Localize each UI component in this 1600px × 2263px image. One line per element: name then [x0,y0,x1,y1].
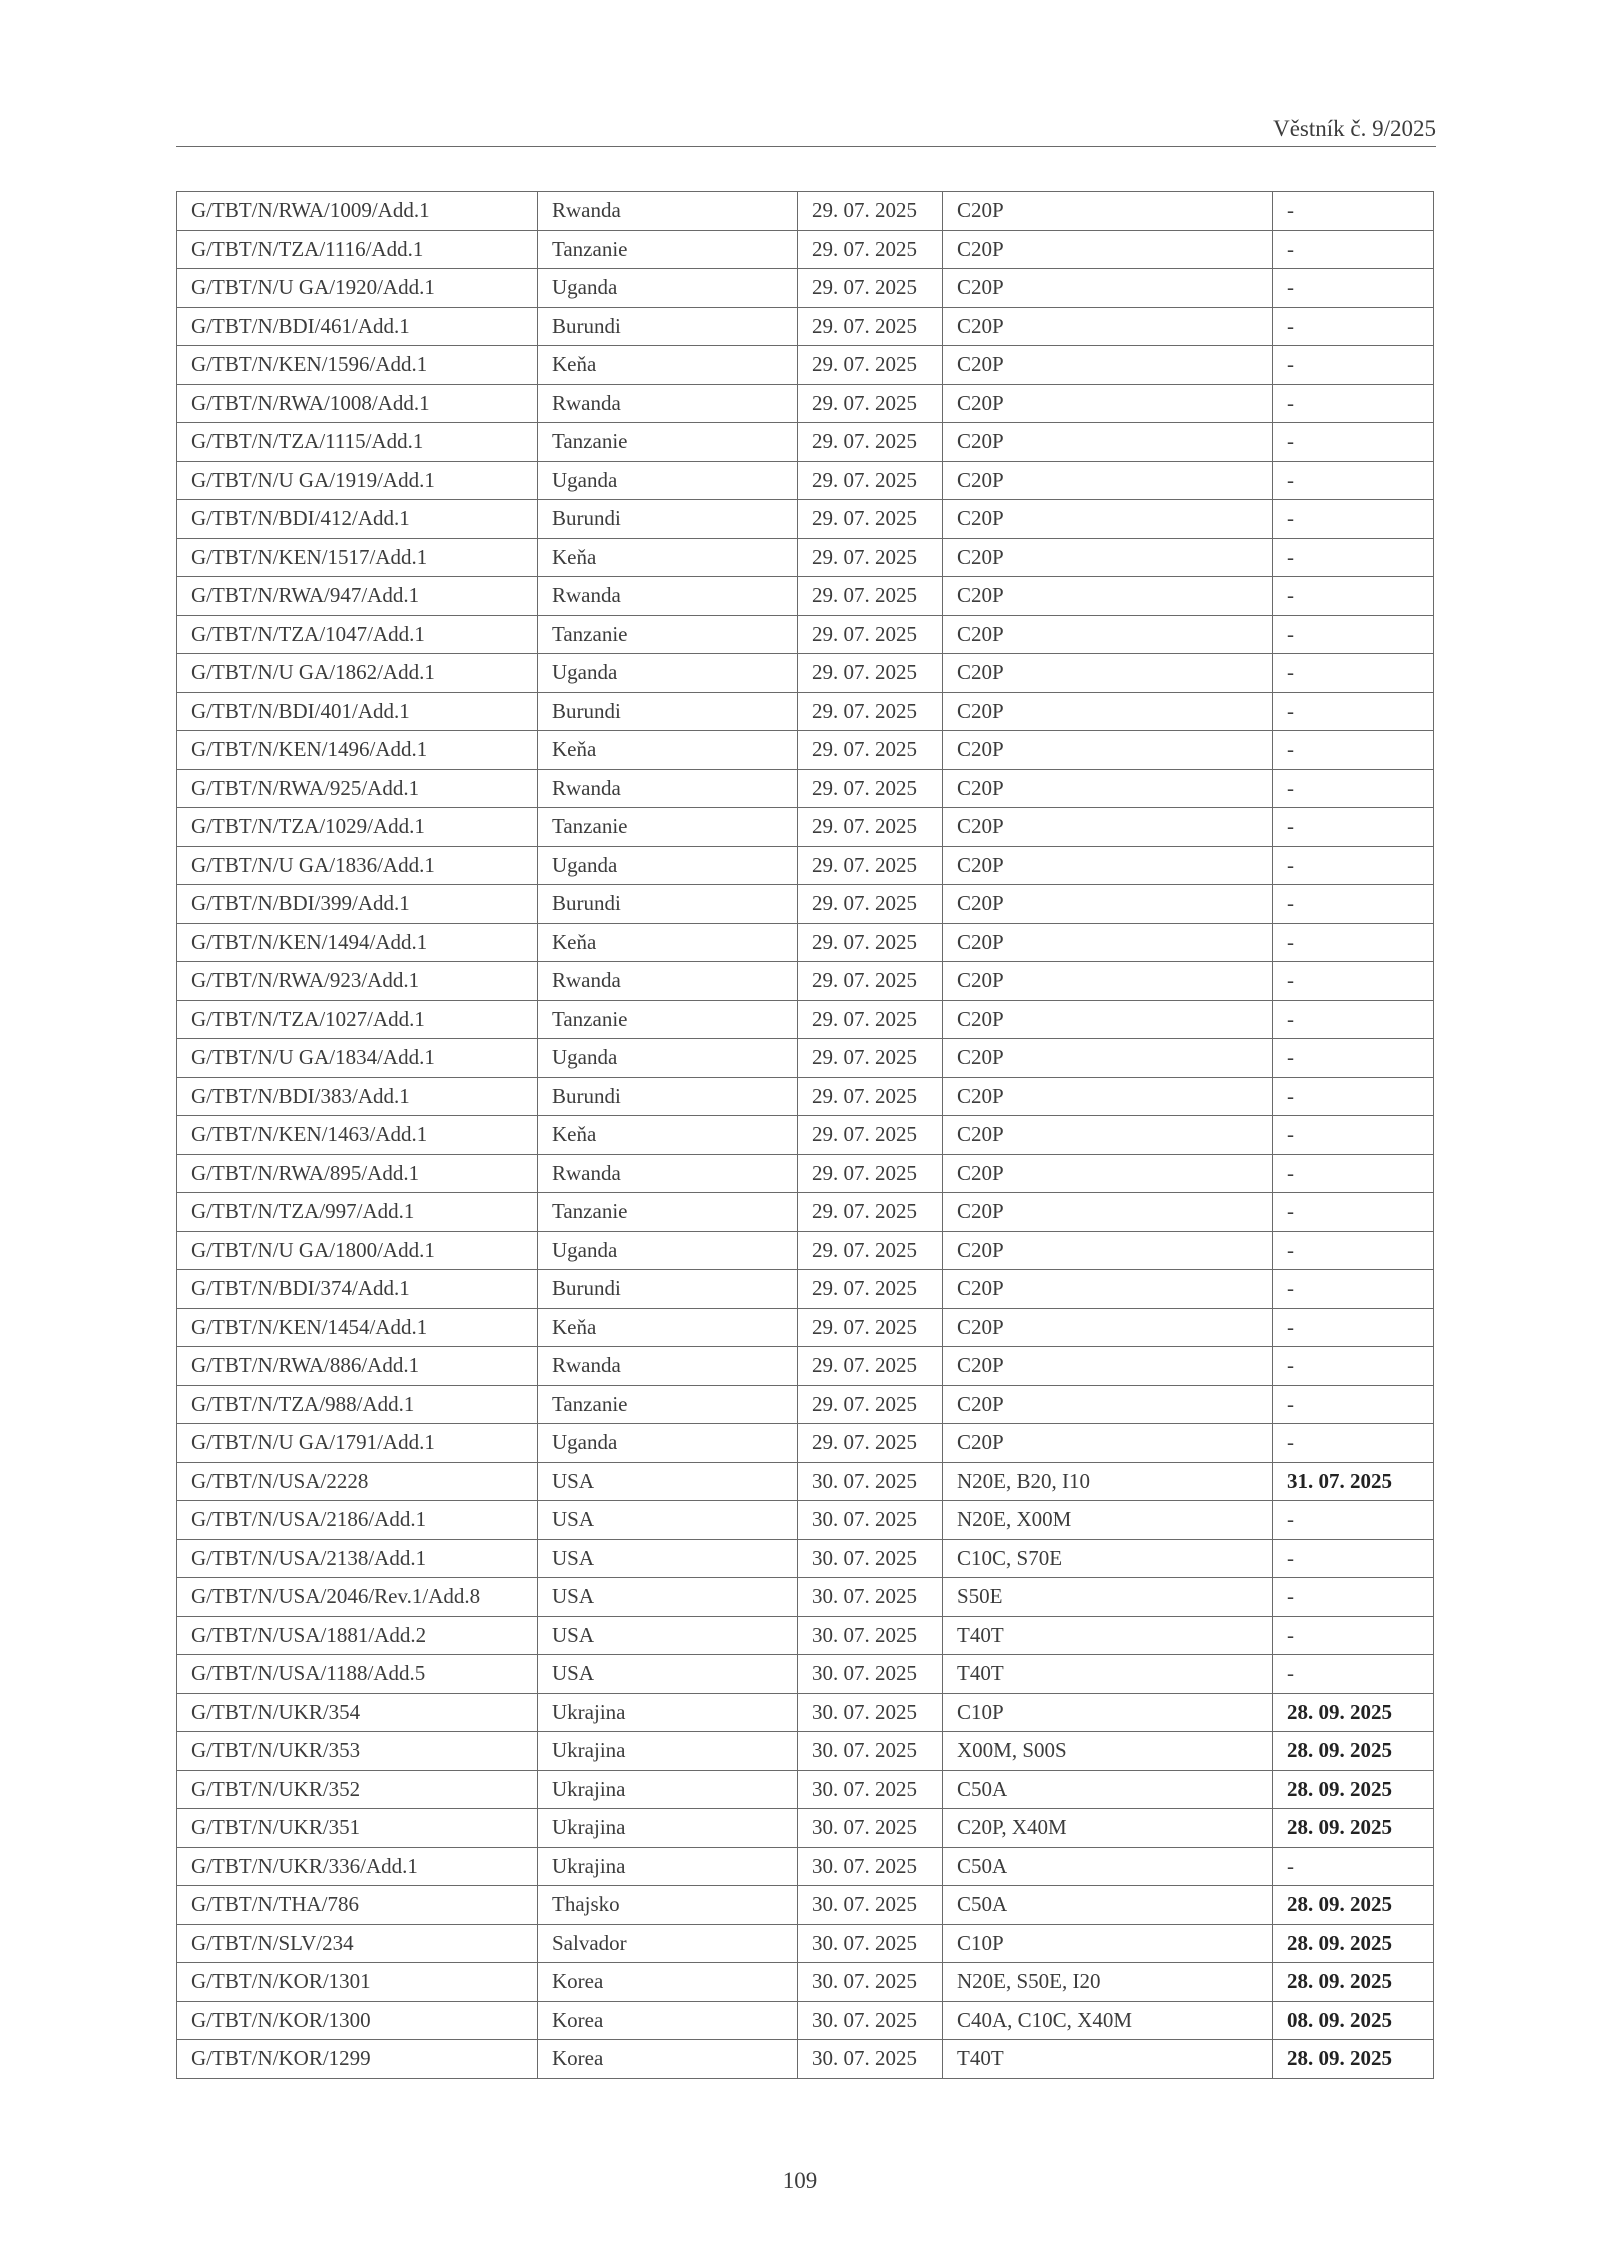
date-cell: 29. 07. 2025 [798,423,943,462]
document-number-cell: G/TBT/N/KOR/1300 [177,2001,538,2040]
comment-deadline-cell: - [1273,808,1434,847]
country-cell: Burundi [538,1270,798,1309]
date-cell: 29. 07. 2025 [798,461,943,500]
document-number-cell: G/TBT/N/BDI/412/Add.1 [177,500,538,539]
date-cell: 30. 07. 2025 [798,1539,943,1578]
classification-code-cell: C20P [943,692,1273,731]
document-number-cell: G/TBT/N/RWA/1008/Add.1 [177,384,538,423]
document-number-cell: G/TBT/N/TZA/988/Add.1 [177,1385,538,1424]
comment-deadline-cell: - [1273,692,1434,731]
date-cell: 30. 07. 2025 [798,2040,943,2079]
document-number-cell: G/TBT/N/USA/1188/Add.5 [177,1655,538,1694]
table-row [177,346,1434,385]
classification-code-cell: C20P [943,769,1273,808]
document-number-cell: G/TBT/N/KEN/1517/Add.1 [177,538,538,577]
table-row [177,1693,1434,1732]
table-row [177,1308,1434,1347]
date-cell: 29. 07. 2025 [798,230,943,269]
date-cell: 29. 07. 2025 [798,654,943,693]
date-cell: 30. 07. 2025 [798,1770,943,1809]
table-row [177,2040,1434,2079]
table-row [177,1539,1434,1578]
table-row [177,1347,1434,1386]
country-cell: Tanzanie [538,808,798,847]
date-cell: 30. 07. 2025 [798,1732,943,1771]
country-cell: USA [538,1539,798,1578]
date-cell: 29. 07. 2025 [798,1154,943,1193]
running-header [176,116,1436,147]
classification-code-cell: C20P [943,269,1273,308]
running-title: Věstník č. 9/2025 [1273,116,1436,141]
country-cell: Tanzanie [538,1000,798,1039]
country-cell: Burundi [538,500,798,539]
document-number-cell: G/TBT/N/U GA/1800/Add.1 [177,1231,538,1270]
country-cell: Keňa [538,731,798,770]
comment-deadline-cell: - [1273,1231,1434,1270]
comment-deadline-cell: 08. 09. 2025 [1273,2001,1434,2040]
classification-code-cell: C20P [943,1270,1273,1309]
table-row [177,1462,1434,1501]
classification-code-cell: T40T [943,2040,1273,2079]
table-row [177,1616,1434,1655]
document-number-cell: G/TBT/N/U GA/1791/Add.1 [177,1424,538,1463]
comment-deadline-cell: - [1273,1578,1434,1617]
date-cell: 30. 07. 2025 [798,1886,943,1925]
country-cell: Uganda [538,1231,798,1270]
date-cell: 29. 07. 2025 [798,846,943,885]
document-number-cell: G/TBT/N/KOR/1299 [177,2040,538,2079]
table-row [177,1886,1434,1925]
comment-deadline-cell: - [1273,1116,1434,1155]
comment-deadline-cell: - [1273,230,1434,269]
country-cell: Korea [538,2040,798,2079]
country-cell: USA [538,1501,798,1540]
document-number-cell: G/TBT/N/BDI/399/Add.1 [177,885,538,924]
classification-code-cell: T40T [943,1616,1273,1655]
classification-code-cell: C20P [943,1385,1273,1424]
country-cell: USA [538,1655,798,1694]
date-cell: 29. 07. 2025 [798,769,943,808]
table-row [177,577,1434,616]
document-number-cell: G/TBT/N/U GA/1920/Add.1 [177,269,538,308]
document-number-cell: G/TBT/N/KEN/1496/Add.1 [177,731,538,770]
comment-deadline-cell: - [1273,346,1434,385]
classification-code-cell: C10P [943,1693,1273,1732]
table-row [177,1231,1434,1270]
comment-deadline-cell: - [1273,923,1434,962]
country-cell: Tanzanie [538,615,798,654]
table-row [177,1924,1434,1963]
document-number-cell: G/TBT/N/U GA/1834/Add.1 [177,1039,538,1078]
classification-code-cell: C50A [943,1770,1273,1809]
table-row [177,1770,1434,1809]
date-cell: 29. 07. 2025 [798,1193,943,1232]
comment-deadline-cell: - [1273,1308,1434,1347]
date-cell: 29. 07. 2025 [798,346,943,385]
comment-deadline-cell: - [1273,500,1434,539]
date-cell: 29. 07. 2025 [798,577,943,616]
date-cell: 30. 07. 2025 [798,1693,943,1732]
classification-code-cell: N20E, B20, I10 [943,1462,1273,1501]
date-cell: 29. 07. 2025 [798,538,943,577]
table-row [177,230,1434,269]
comment-deadline-cell: - [1273,962,1434,1001]
date-cell: 29. 07. 2025 [798,307,943,346]
date-cell: 29. 07. 2025 [798,269,943,308]
date-cell: 30. 07. 2025 [798,2001,943,2040]
country-cell: Tanzanie [538,1385,798,1424]
date-cell: 29. 07. 2025 [798,1000,943,1039]
comment-deadline-cell: - [1273,1039,1434,1078]
date-cell: 29. 07. 2025 [798,1424,943,1463]
classification-code-cell: C20P [943,423,1273,462]
classification-code-cell: C20P [943,1077,1273,1116]
classification-code-cell: T40T [943,1655,1273,1694]
table-row [177,500,1434,539]
country-cell: Ukrajina [538,1732,798,1771]
comment-deadline-cell: - [1273,846,1434,885]
document-number-cell: G/TBT/N/UKR/352 [177,1770,538,1809]
comment-deadline-cell: - [1273,461,1434,500]
document-number-cell: G/TBT/N/RWA/1009/Add.1 [177,192,538,231]
table-body [177,192,1434,2079]
date-cell: 30. 07. 2025 [798,1501,943,1540]
country-cell: Uganda [538,654,798,693]
classification-code-cell: C20P [943,1000,1273,1039]
country-cell: Uganda [538,1424,798,1463]
date-cell: 29. 07. 2025 [798,923,943,962]
country-cell: Rwanda [538,577,798,616]
table-row [177,846,1434,885]
country-cell: Tanzanie [538,230,798,269]
date-cell: 30. 07. 2025 [798,1462,943,1501]
table-row [177,269,1434,308]
classification-code-cell: C20P [943,346,1273,385]
document-number-cell: G/TBT/N/USA/2228 [177,1462,538,1501]
document-number-cell: G/TBT/N/TZA/1116/Add.1 [177,230,538,269]
table-row [177,1039,1434,1078]
country-cell: Rwanda [538,192,798,231]
comment-deadline-cell: 28. 09. 2025 [1273,1693,1434,1732]
country-cell: Keňa [538,923,798,962]
document-number-cell: G/TBT/N/UKR/351 [177,1809,538,1848]
country-cell: USA [538,1578,798,1617]
table-row [177,1501,1434,1540]
classification-code-cell: C20P [943,1308,1273,1347]
date-cell: 30. 07. 2025 [798,1924,943,1963]
table-row [177,1424,1434,1463]
comment-deadline-cell: - [1273,384,1434,423]
classification-code-cell: C20P [943,846,1273,885]
comment-deadline-cell: - [1273,538,1434,577]
comment-deadline-cell: - [1273,423,1434,462]
comment-deadline-cell: 28. 09. 2025 [1273,1770,1434,1809]
classification-code-cell: N20E, X00M [943,1501,1273,1540]
table-row [177,1270,1434,1309]
comment-deadline-cell: - [1273,1154,1434,1193]
classification-code-cell: C20P [943,461,1273,500]
comment-deadline-cell: - [1273,1847,1434,1886]
date-cell: 29. 07. 2025 [798,500,943,539]
country-cell: Keňa [538,1116,798,1155]
date-cell: 30. 07. 2025 [798,1578,943,1617]
document-number-cell: G/TBT/N/BDI/383/Add.1 [177,1077,538,1116]
date-cell: 29. 07. 2025 [798,962,943,1001]
date-cell: 29. 07. 2025 [798,1116,943,1155]
classification-code-cell: C20P [943,384,1273,423]
table-row [177,615,1434,654]
country-cell: Ukrajina [538,1809,798,1848]
table-row [177,192,1434,231]
date-cell: 29. 07. 2025 [798,808,943,847]
country-cell: Uganda [538,269,798,308]
comment-deadline-cell: - [1273,615,1434,654]
country-cell: Keňa [538,1308,798,1347]
classification-code-cell: S50E [943,1578,1273,1617]
table-row [177,384,1434,423]
classification-code-cell: C20P [943,577,1273,616]
classification-code-cell: C20P [943,538,1273,577]
classification-code-cell: C20P [943,500,1273,539]
document-number-cell: G/TBT/N/USA/2046/Rev.1/Add.8 [177,1578,538,1617]
table-row [177,1000,1434,1039]
country-cell: Korea [538,2001,798,2040]
comment-deadline-cell: - [1273,1077,1434,1116]
document-number-cell: G/TBT/N/USA/2138/Add.1 [177,1539,538,1578]
classification-code-cell: C20P [943,230,1273,269]
comment-deadline-cell: 28. 09. 2025 [1273,1963,1434,2002]
comment-deadline-cell: - [1273,1616,1434,1655]
classification-code-cell: C50A [943,1847,1273,1886]
country-cell: Tanzanie [538,1193,798,1232]
comment-deadline-cell: - [1273,654,1434,693]
page-number: 109 [782,2168,818,2193]
classification-code-cell: X00M, S00S [943,1732,1273,1771]
classification-code-cell: C20P [943,1424,1273,1463]
country-cell: Burundi [538,307,798,346]
classification-code-cell: C10C, S70E [943,1539,1273,1578]
comment-deadline-cell: - [1273,1347,1434,1386]
classification-code-cell: C20P [943,1039,1273,1078]
comment-deadline-cell: - [1273,885,1434,924]
table-row [177,307,1434,346]
comment-deadline-cell: - [1273,307,1434,346]
country-cell: Keňa [538,346,798,385]
comment-deadline-cell: 28. 09. 2025 [1273,1886,1434,1925]
table-row [177,1385,1434,1424]
document-number-cell: G/TBT/N/KEN/1454/Add.1 [177,1308,538,1347]
table-row [177,1116,1434,1155]
comment-deadline-cell: - [1273,1193,1434,1232]
country-cell: Salvador [538,1924,798,1963]
table-row [177,1809,1434,1848]
document-number-cell: G/TBT/N/SLV/234 [177,1924,538,1963]
document-number-cell: G/TBT/N/RWA/947/Add.1 [177,577,538,616]
table-row [177,731,1434,770]
country-cell: Rwanda [538,1347,798,1386]
document-number-cell: G/TBT/N/RWA/923/Add.1 [177,962,538,1001]
comment-deadline-cell: 31. 07. 2025 [1273,1462,1434,1501]
comment-deadline-cell: - [1273,1270,1434,1309]
classification-code-cell: C20P [943,192,1273,231]
document-number-cell: G/TBT/N/TZA/1115/Add.1 [177,423,538,462]
comment-deadline-cell: 28. 09. 2025 [1273,2040,1434,2079]
date-cell: 29. 07. 2025 [798,615,943,654]
classification-code-cell: N20E, S50E, I20 [943,1963,1273,2002]
country-cell: Uganda [538,461,798,500]
date-cell: 30. 07. 2025 [798,1809,943,1848]
date-cell: 29. 07. 2025 [798,1039,943,1078]
document-number-cell: G/TBT/N/KEN/1494/Add.1 [177,923,538,962]
comment-deadline-cell: - [1273,731,1434,770]
document-number-cell: G/TBT/N/KOR/1301 [177,1963,538,2002]
country-cell: Burundi [538,885,798,924]
country-cell: Burundi [538,1077,798,1116]
table-row [177,1732,1434,1771]
document-number-cell: G/TBT/N/RWA/886/Add.1 [177,1347,538,1386]
classification-code-cell: C20P [943,1347,1273,1386]
document-number-cell: G/TBT/N/BDI/401/Add.1 [177,692,538,731]
country-cell: Ukrajina [538,1693,798,1732]
classification-code-cell: C10P [943,1924,1273,1963]
date-cell: 29. 07. 2025 [798,1385,943,1424]
table-row [177,885,1434,924]
date-cell: 29. 07. 2025 [798,384,943,423]
document-number-cell: G/TBT/N/BDI/461/Add.1 [177,307,538,346]
document-number-cell: G/TBT/N/U GA/1919/Add.1 [177,461,538,500]
classification-code-cell: C20P [943,731,1273,770]
table-row [177,769,1434,808]
country-cell: Rwanda [538,1154,798,1193]
date-cell: 29. 07. 2025 [798,1308,943,1347]
document-number-cell: G/TBT/N/TZA/1029/Add.1 [177,808,538,847]
document-number-cell: G/TBT/N/USA/2186/Add.1 [177,1501,538,1540]
table-row [177,1077,1434,1116]
table-row [177,654,1434,693]
date-cell: 29. 07. 2025 [798,885,943,924]
table-row [177,461,1434,500]
document-number-cell: G/TBT/N/UKR/354 [177,1693,538,1732]
classification-code-cell: C20P [943,1231,1273,1270]
classification-code-cell: C50A [943,1886,1273,1925]
comment-deadline-cell: - [1273,1655,1434,1694]
document-number-cell: G/TBT/N/U GA/1862/Add.1 [177,654,538,693]
classification-code-cell: C20P [943,962,1273,1001]
table-row [177,423,1434,462]
document-number-cell: G/TBT/N/TZA/1027/Add.1 [177,1000,538,1039]
comment-deadline-cell: - [1273,769,1434,808]
comment-deadline-cell: - [1273,1000,1434,1039]
table-row [177,1154,1434,1193]
comment-deadline-cell: - [1273,1539,1434,1578]
country-cell: USA [538,1616,798,1655]
country-cell: Keňa [538,538,798,577]
comment-deadline-cell: 28. 09. 2025 [1273,1732,1434,1771]
country-cell: Uganda [538,846,798,885]
country-cell: Thajsko [538,1886,798,1925]
comment-deadline-cell: - [1273,269,1434,308]
notifications-table [176,191,1434,2079]
document-number-cell: G/TBT/N/RWA/925/Add.1 [177,769,538,808]
classification-code-cell: C20P, X40M [943,1809,1273,1848]
table-row [177,962,1434,1001]
country-cell: Rwanda [538,962,798,1001]
country-cell: Tanzanie [538,423,798,462]
document-number-cell: G/TBT/N/TZA/1047/Add.1 [177,615,538,654]
country-cell: Ukrajina [538,1770,798,1809]
document-number-cell: G/TBT/N/BDI/374/Add.1 [177,1270,538,1309]
document-number-cell: G/TBT/N/THA/786 [177,1886,538,1925]
document-number-cell: G/TBT/N/UKR/353 [177,1732,538,1771]
date-cell: 30. 07. 2025 [798,1963,943,2002]
date-cell: 29. 07. 2025 [798,731,943,770]
date-cell: 29. 07. 2025 [798,192,943,231]
country-cell: Burundi [538,692,798,731]
date-cell: 29. 07. 2025 [798,1077,943,1116]
classification-code-cell: C20P [943,615,1273,654]
classification-code-cell: C20P [943,923,1273,962]
table-row [177,538,1434,577]
comment-deadline-cell: 28. 09. 2025 [1273,1809,1434,1848]
comment-deadline-cell: - [1273,1424,1434,1463]
document-number-cell: G/TBT/N/KEN/1463/Add.1 [177,1116,538,1155]
classification-code-cell: C20P [943,808,1273,847]
country-cell: Ukrajina [538,1847,798,1886]
table-row [177,2001,1434,2040]
document-number-cell: G/TBT/N/U GA/1836/Add.1 [177,846,538,885]
table-row [177,923,1434,962]
date-cell: 30. 07. 2025 [798,1847,943,1886]
comment-deadline-cell: 28. 09. 2025 [1273,1924,1434,1963]
document-number-cell: G/TBT/N/KEN/1596/Add.1 [177,346,538,385]
classification-code-cell: C20P [943,885,1273,924]
classification-code-cell: C20P [943,1116,1273,1155]
table-row [177,808,1434,847]
country-cell: USA [538,1462,798,1501]
table-row [177,1963,1434,2002]
date-cell: 29. 07. 2025 [798,1347,943,1386]
country-cell: Rwanda [538,769,798,808]
comment-deadline-cell: - [1273,1385,1434,1424]
classification-code-cell: C20P [943,307,1273,346]
document-number-cell: G/TBT/N/USA/1881/Add.2 [177,1616,538,1655]
date-cell: 29. 07. 2025 [798,1270,943,1309]
comment-deadline-cell: - [1273,192,1434,231]
table-row [177,1655,1434,1694]
classification-code-cell: C20P [943,1154,1273,1193]
comment-deadline-cell: - [1273,1501,1434,1540]
date-cell: 30. 07. 2025 [798,1616,943,1655]
date-cell: 30. 07. 2025 [798,1655,943,1694]
country-cell: Uganda [538,1039,798,1078]
table-row [177,1193,1434,1232]
document-number-cell: G/TBT/N/UKR/336/Add.1 [177,1847,538,1886]
table-row [177,1578,1434,1617]
document-number-cell: G/TBT/N/RWA/895/Add.1 [177,1154,538,1193]
table-row [177,692,1434,731]
date-cell: 29. 07. 2025 [798,692,943,731]
classification-code-cell: C40A, C10C, X40M [943,2001,1273,2040]
document-number-cell: G/TBT/N/TZA/997/Add.1 [177,1193,538,1232]
classification-code-cell: C20P [943,1193,1273,1232]
table-row [177,1847,1434,1886]
comment-deadline-cell: - [1273,577,1434,616]
country-cell: Korea [538,1963,798,2002]
country-cell: Rwanda [538,384,798,423]
date-cell: 29. 07. 2025 [798,1231,943,1270]
classification-code-cell: C20P [943,654,1273,693]
